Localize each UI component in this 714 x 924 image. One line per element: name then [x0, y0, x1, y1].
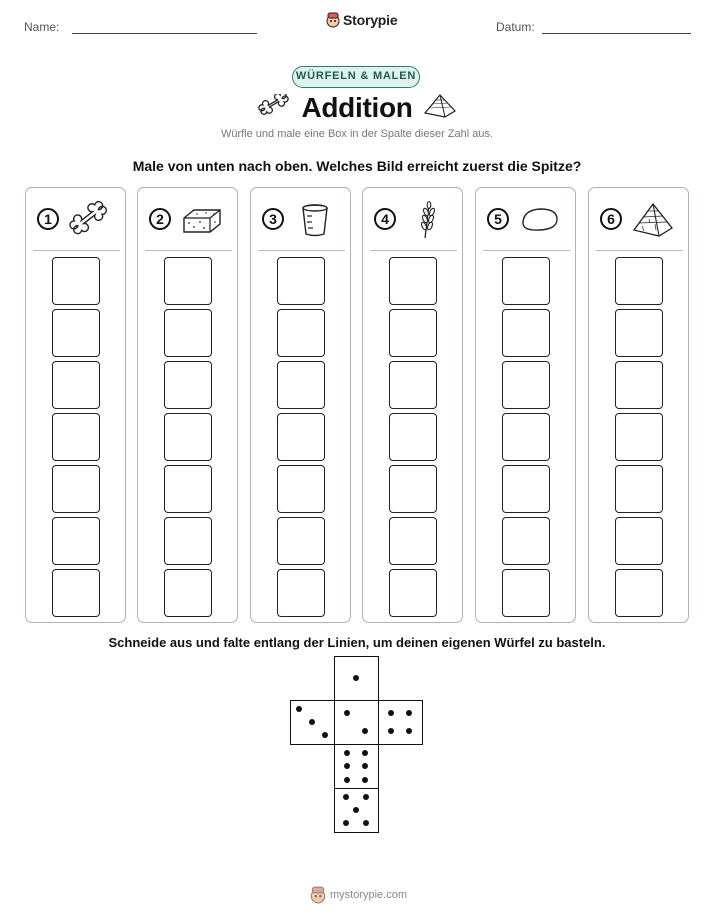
dice-pip [362, 777, 368, 783]
column-divider [258, 250, 345, 251]
color-box[interactable] [502, 465, 550, 513]
dice-column-6 [588, 187, 689, 623]
coloring-instruction: Male von unten nach oben. Welches Bild erreicht zuerst die Spitze? [132, 158, 582, 174]
color-box[interactable] [389, 309, 437, 357]
dice-pip [344, 750, 350, 756]
color-box[interactable] [615, 413, 663, 461]
dice-pip [362, 750, 368, 756]
color-box[interactable] [389, 413, 437, 461]
dice-pip [353, 675, 359, 681]
storypie-mascot-icon [326, 12, 340, 28]
column-divider [33, 250, 120, 251]
pebble-icon [518, 200, 562, 240]
color-box[interactable] [52, 257, 100, 305]
color-box[interactable] [389, 569, 437, 617]
color-box[interactable] [164, 465, 212, 513]
column-number: 2 [149, 208, 171, 230]
dice-face-6 [334, 744, 379, 789]
dice-pip [388, 728, 394, 734]
color-box[interactable] [277, 517, 325, 565]
color-box[interactable] [164, 309, 212, 357]
dice-pip [296, 706, 302, 712]
footer-url[interactable]: mystorypie.com [330, 889, 408, 901]
dice-column-2 [137, 187, 238, 623]
wheat-icon [405, 200, 449, 240]
dice-pip [322, 732, 328, 738]
color-box[interactable] [615, 257, 663, 305]
category-badge: WÜRFELN & MALEN [292, 66, 420, 88]
dice-column-4 [362, 187, 463, 623]
color-box[interactable] [502, 413, 550, 461]
pyramid-icon [631, 200, 675, 240]
column-divider [145, 250, 232, 251]
sponge-icon [180, 200, 224, 240]
dice-pip [406, 728, 412, 734]
dice-column-5 [475, 187, 576, 623]
color-box[interactable] [164, 517, 212, 565]
color-box[interactable] [389, 257, 437, 305]
color-box[interactable] [52, 465, 100, 513]
column-header [251, 188, 350, 250]
column-header [476, 188, 575, 250]
measuring-cup-icon [293, 200, 337, 240]
column-number: 4 [374, 208, 396, 230]
color-box[interactable] [277, 569, 325, 617]
brand-logo [326, 12, 397, 28]
color-box[interactable] [277, 257, 325, 305]
pyramid-icon [423, 93, 457, 119]
dice-pip [344, 777, 350, 783]
color-box[interactable] [164, 413, 212, 461]
dice-pip [309, 719, 315, 725]
bone-icon [258, 94, 292, 118]
dice-pip [353, 807, 359, 813]
page-subtitle: Würfle und male eine Box in der Spalte dieser Zahl aus. [220, 128, 494, 140]
worksheet-header [0, 0, 714, 50]
color-box[interactable] [277, 309, 325, 357]
brand-name: Storypie [343, 12, 398, 28]
dice-pip [363, 820, 369, 826]
dice-pip [344, 710, 350, 716]
dice-pip [343, 794, 349, 800]
bone-icon [68, 200, 112, 240]
dice-face-5 [334, 788, 379, 833]
date-label: Datum: [496, 20, 535, 34]
column-header [589, 188, 688, 250]
color-box[interactable] [502, 361, 550, 409]
dice-pip [344, 763, 350, 769]
dice-pip [406, 710, 412, 716]
color-box[interactable] [389, 465, 437, 513]
color-box[interactable] [164, 569, 212, 617]
column-header [363, 188, 462, 250]
footer [0, 886, 714, 906]
dice-pip [343, 820, 349, 826]
dice-face-4 [378, 700, 423, 745]
dice-column-1 [25, 187, 126, 623]
color-box[interactable] [615, 465, 663, 513]
column-header [26, 188, 125, 250]
color-box[interactable] [52, 361, 100, 409]
dice-face-2 [334, 700, 379, 745]
dice-face-1 [334, 656, 379, 701]
dice-pip [362, 763, 368, 769]
storypie-mascot-icon [310, 886, 326, 904]
column-number: 1 [37, 208, 59, 230]
color-box[interactable] [164, 257, 212, 305]
cut-instruction: Schneide aus und falte entlang der Linien, um deinen eigenen Würfel zu basteln. [108, 635, 606, 650]
color-box[interactable] [277, 413, 325, 461]
color-box[interactable] [502, 569, 550, 617]
color-box[interactable] [615, 361, 663, 409]
column-header [138, 188, 237, 250]
color-box[interactable] [52, 309, 100, 357]
column-divider [370, 250, 457, 251]
dice-column-3 [250, 187, 351, 623]
column-number: 5 [487, 208, 509, 230]
column-divider [596, 250, 683, 251]
color-box[interactable] [502, 309, 550, 357]
color-box[interactable] [502, 517, 550, 565]
page-title: Addition [301, 92, 413, 123]
name-label: Name: [24, 20, 60, 34]
color-box[interactable] [615, 569, 663, 617]
color-box[interactable] [502, 257, 550, 305]
color-box[interactable] [52, 569, 100, 617]
color-box[interactable] [389, 361, 437, 409]
date-line[interactable] [542, 33, 691, 34]
color-box[interactable] [615, 517, 663, 565]
color-box[interactable] [615, 309, 663, 357]
color-box[interactable] [52, 517, 100, 565]
column-divider [483, 250, 570, 251]
dice-pip [362, 728, 368, 734]
color-box[interactable] [52, 413, 100, 461]
dice-pip [363, 794, 369, 800]
color-box[interactable] [164, 361, 212, 409]
column-number: 3 [262, 208, 284, 230]
column-number: 6 [600, 208, 622, 230]
color-box[interactable] [389, 517, 437, 565]
color-box[interactable] [277, 361, 325, 409]
name-line[interactable] [72, 33, 257, 34]
color-box[interactable] [277, 465, 325, 513]
dice-face-3 [290, 700, 335, 745]
dice-pip [388, 710, 394, 716]
